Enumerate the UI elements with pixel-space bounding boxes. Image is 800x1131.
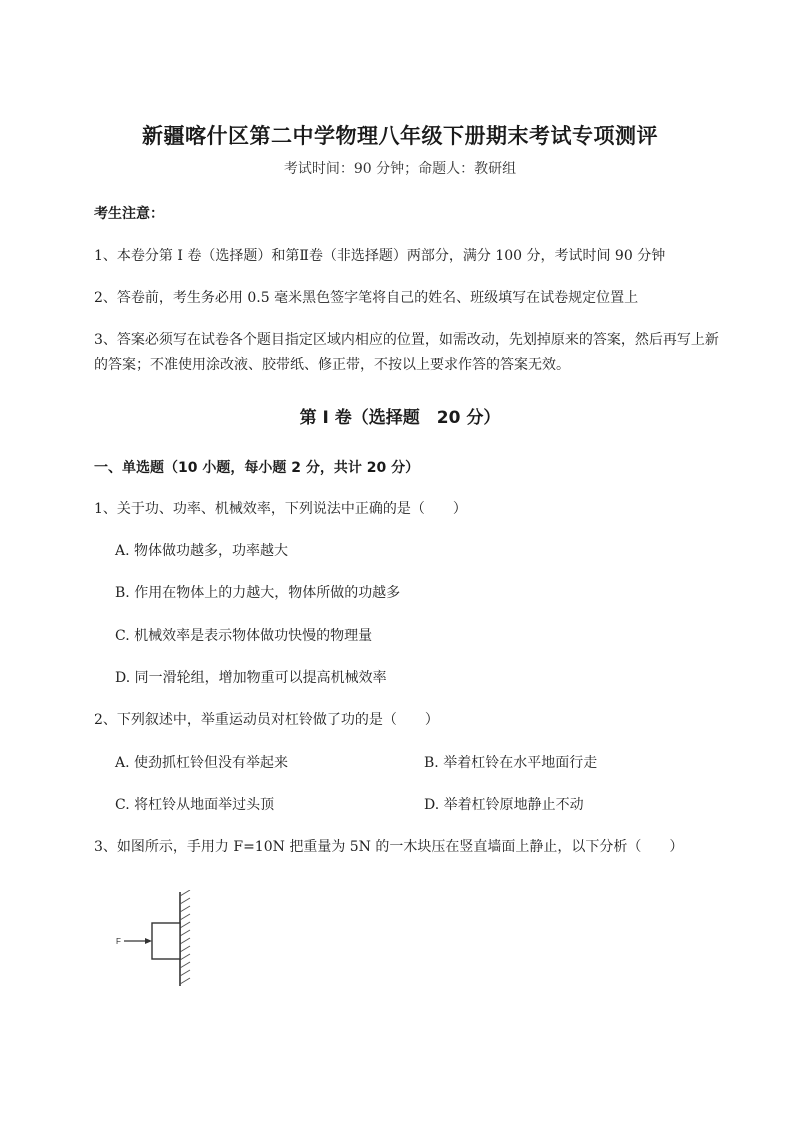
question-2-stem: 2、下列叙述中，举重运动员对杠铃做了功的是（ ）: [94, 712, 439, 728]
question-2-option-d: D. 举着杠铃原地静止不动: [424, 797, 584, 813]
notice-item-3-continued: 的答案；不准使用涂改液、胶带纸、修正带，不按以上要求作答的答案无效。: [94, 357, 570, 373]
section-title: 第 I 卷（选择题 20 分）: [299, 408, 501, 428]
notice-item-1: 1、本卷分第 I 卷（选择题）和第Ⅱ卷（非选择题）两部分，满分 100 分，考试时间 90 分钟: [94, 248, 666, 264]
part-heading: 一、单选题（10 小题，每小题 2 分，共计 20 分）: [94, 460, 420, 476]
wood-block: [152, 923, 180, 959]
notice-item-3: 3、答案必须写在试卷各个题目指定区域内相应的位置，如需改动，先划掉原来的答案，然后再写上新: [94, 332, 719, 348]
exam-subtitle: 考试时间：90 分钟；命题人：教研组: [283, 161, 517, 177]
question-1-option-c: C. 机械效率是表示物体做功快慢的物理量: [115, 628, 373, 644]
block-wall-figure: [110, 890, 200, 990]
question-3-stem: 3、如图所示，手用力 F=10N 把重量为 5N 的一木块压在竖直墙面上静止，以下分析（ ）: [94, 839, 684, 855]
question-1-option-d: D. 同一滑轮组，增加物重可以提高机械效率: [115, 670, 387, 686]
question-2-option-b: B. 举着杠铃在水平地面行走: [424, 755, 598, 771]
force-label: F: [116, 937, 121, 946]
question-1-option-a: A. 物体做功越多，功率越大: [115, 543, 289, 559]
page-title: 新疆喀什区第二中学物理八年级下册期末考试专项测评: [142, 124, 658, 148]
question-1-option-b: B. 作用在物体上的力越大，物体所做的功越多: [115, 585, 401, 601]
question-2-option-a: A. 使劲抓杠铃但没有举起来: [115, 755, 289, 771]
wall-hatching: [180, 890, 190, 984]
question-1-stem: 1、关于功、功率、机械效率，下列说法中正确的是（ ）: [94, 501, 467, 517]
force-arrowhead: [145, 938, 152, 944]
question-2-option-c: C. 将杠铃从地面举过头顶: [115, 797, 275, 813]
notice-heading: 考生注意：: [94, 206, 164, 222]
notice-item-2: 2、答卷前，考生务必用 0.5 毫米黑色签字笔将自己的姓名、班级填写在试卷规定位置上: [94, 290, 639, 306]
